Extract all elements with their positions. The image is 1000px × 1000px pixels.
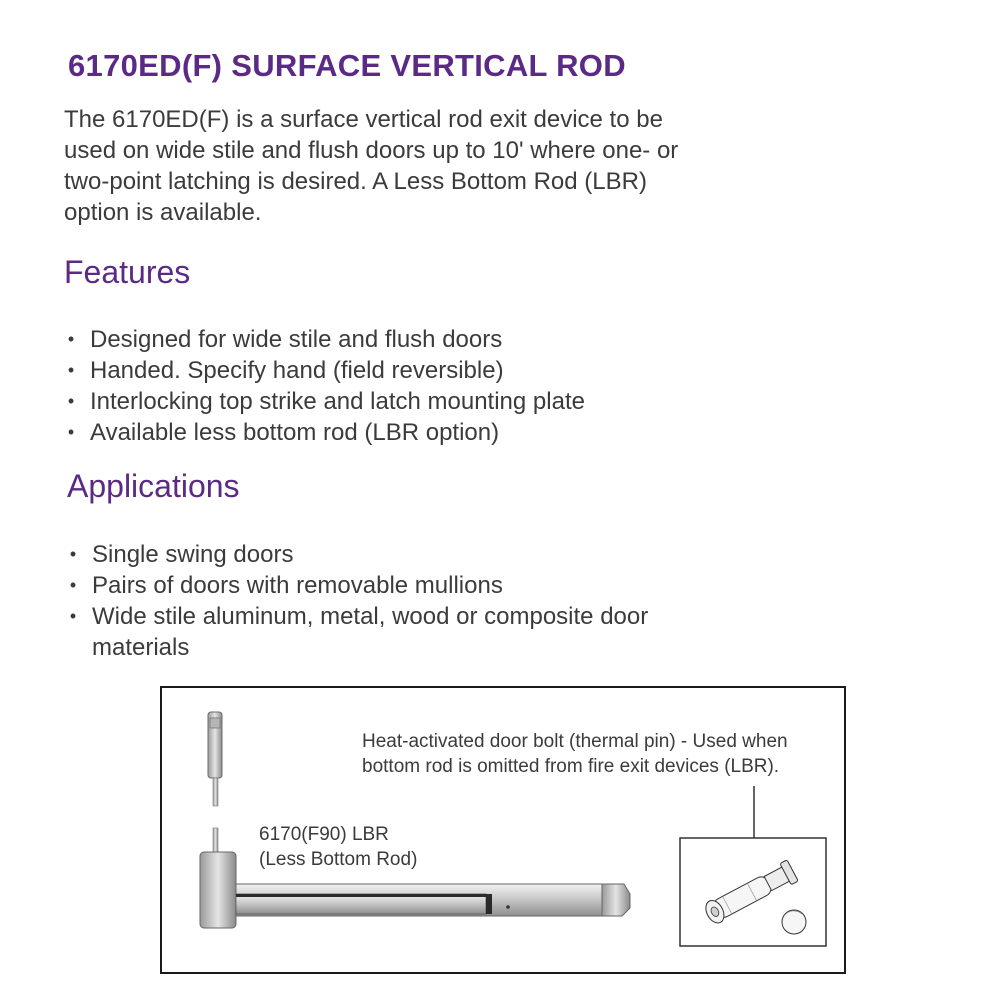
bullet-icon: • <box>67 360 75 380</box>
applications-list <box>66 539 666 663</box>
list-item <box>64 386 585 417</box>
feature-text: Available less bottom rod (LBR option) <box>90 419 500 446</box>
list-item <box>66 570 666 601</box>
intro-paragraph: The 6170ED(F) is a surface vertical rod exit device to be used on wide stile and flush doors up to 10' where one- or two-point latching is desired. A Less Bottom Rod (LBR) option is available. <box>64 106 679 226</box>
feature-text: Handed. Specify hand (field reversible) <box>90 357 504 384</box>
feature-text: Designed for wide stile and flush doors <box>90 326 503 353</box>
top-latch <box>208 712 222 806</box>
thermal-pin-caption <box>362 729 832 779</box>
device-caption-line2: (Less Bottom Rod) <box>259 849 418 870</box>
features-heading: Features <box>64 254 191 290</box>
features-list <box>64 324 585 448</box>
device-caption <box>259 822 479 872</box>
thermal-pin-caption-line2: bottom rod is omitted from fire exit devices (LBR). <box>362 756 780 777</box>
bullet-icon: • <box>69 575 77 595</box>
application-text: Single swing doors <box>92 541 294 568</box>
list-item <box>66 539 666 570</box>
bullet-icon: • <box>67 329 75 349</box>
device-caption-line1: 6170(F90) LBR <box>259 824 389 845</box>
list-item <box>64 417 585 448</box>
list-item <box>66 601 666 663</box>
product-figure <box>160 686 846 974</box>
thermal-pin-inset <box>680 838 826 946</box>
application-text: Wide stile aluminum, metal, wood or composite door materials <box>92 603 649 661</box>
thermal-pin-caption-line1: Heat-activated door bolt (thermal pin) - Used when <box>362 731 788 752</box>
bullet-icon: • <box>69 544 77 564</box>
page-title: 6170ED(F) SURFACE VERTICAL ROD <box>68 48 626 83</box>
bullet-icon: • <box>69 606 77 626</box>
bullet-icon: • <box>67 391 75 411</box>
feature-text: Interlocking top strike and latch mounting plate <box>90 388 585 415</box>
vertical-rod <box>213 828 218 852</box>
list-item <box>64 324 585 355</box>
application-text: Pairs of doors with removable mullions <box>92 572 503 599</box>
bullet-icon: • <box>67 422 75 442</box>
list-item <box>64 355 585 386</box>
applications-heading: Applications <box>67 468 240 504</box>
